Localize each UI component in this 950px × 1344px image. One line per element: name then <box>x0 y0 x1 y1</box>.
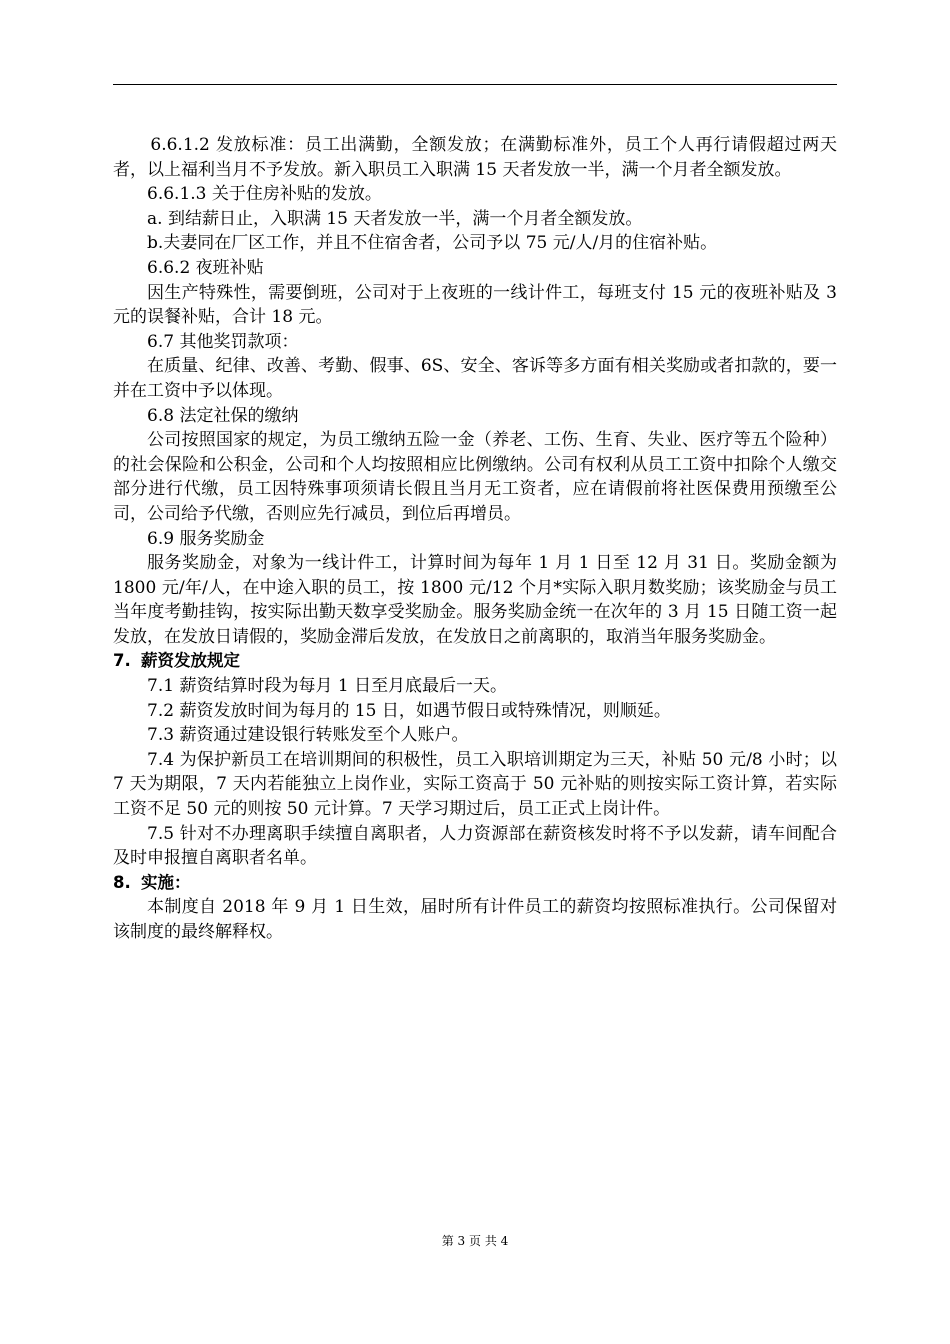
section-8-number: 8. <box>113 872 131 892</box>
page-footer: 第 3 页 共 4 <box>441 1234 509 1248</box>
item-7-2: 7.2 薪资发放时间为每月的 15 日，如遇节假日或特殊情况，则顺延。 <box>147 700 671 721</box>
section-7-number: 7. <box>113 651 131 671</box>
item-7-5: 7.5 针对不办理离职手续擅自离职者，人力资源部在薪资核发时将不予以发薪，请车间配合及时申报擅自离职者名单。 <box>113 823 837 869</box>
section-8-heading <box>113 871 837 896</box>
document-body <box>113 133 837 945</box>
item-7-3: 7.3 薪资通过建设银行转账发至个人账户。 <box>147 725 469 746</box>
heading-6-6-2: 6.6.2 夜班补贴 <box>147 257 264 278</box>
heading-6-9: 6.9 服务奖励金 <box>147 528 265 549</box>
para-6-6-1-3: 6.6.1.3 关于住房补贴的发放。 <box>147 184 382 205</box>
section-7-title: 薪资发放规定 <box>141 651 240 671</box>
header-rule <box>113 84 837 85</box>
para-6-6-1-2: 6.6.1.2 发放标准：员工出满勤，全额发放；在满勤标准外，员工个人再行请假超过两天者，以上福利当月不予发放。新入职员工入职满 15 天者发放一半，满一个月者全额发放。 <box>113 135 837 180</box>
heading-6-8: 6.8 法定社保的缴纳 <box>147 405 299 426</box>
para-b: b.夫妻同在厂区工作，并且不住宿舍者，公司予以 75 元/人/月的住宿补贴。 <box>147 233 718 254</box>
para-a: a. 到结薪日止，入职满 15 天者发放一半，满一个月者全额发放。 <box>147 208 643 229</box>
para-night-shift: 因生产特殊性，需要倒班，公司对于上夜班的一线计件工，每班支付 15 元的夜班补贴及 3 元的误餐补贴，合计 18 元。 <box>113 282 837 328</box>
para-rewards-penalties: 在质量、纪律、改善、考勤、假事、6S、安全、客诉等多方面有相关奖励或者扣款的，要一并在工资中予以体现。 <box>113 356 837 401</box>
item-7-4: 7.4 为保护新员工在培训期间的积极性，员工入职培训期定为三天，补贴 50 元/8 小时；以 7 天为期限，7 天内若能独立上岗作业，实际工资高于 50 元补贴的则按实际工资计算，若实际工资不足 50 元的则按 50 元计算。7 天学习期过后，员工正式上岗计件。 <box>113 749 837 820</box>
item-7-1: 7.1 薪资结算时段为每月 1 日至月底最后一天。 <box>147 676 508 697</box>
section-8-text: 本制度自 2018 年 9 月 1 日生效，届时所有计件员工的薪资均按照标准执行。公司保留对该制度的最终解释权。 <box>113 897 837 942</box>
heading-6-7: 6.7 其他奖罚款项： <box>147 331 299 352</box>
para-service-bonus: 服务奖励金，对象为一线计件工，计算时间为每年 1 月 1 日至 12 月 31 日。奖励金额为 1800 元/年/人，在中途入职的员工，按 1800 元/12 个月*实际入职月数奖励；该奖励金与员工当年度考勤挂钩，按实际出勤天数享受奖励金。服务奖励金统一在次年的 3 月 15 日随工资一起发放，在发放日请假的，奖励金滞后发放，在发放日之前离职的，取消当年服务奖励金。 <box>113 553 837 647</box>
section-8-title: 实施： <box>141 872 191 892</box>
section-7-heading <box>113 649 837 674</box>
para-social-insurance: 公司按照国家的规定，为员工缴纳五险一金（养老、工伤、生育、失业、医疗等五个险种）的社会保险和公积金，公司和个人均按照相应比例缴纳。公司有权利从员工工资中扣除个人缴交部分进行代缴，员工因特殊事项须请长假且当月无工资者，应在请假前将社医保费用预缴至公司，公司给予代缴，否则应先行减员，到位后再增员。 <box>113 430 837 524</box>
